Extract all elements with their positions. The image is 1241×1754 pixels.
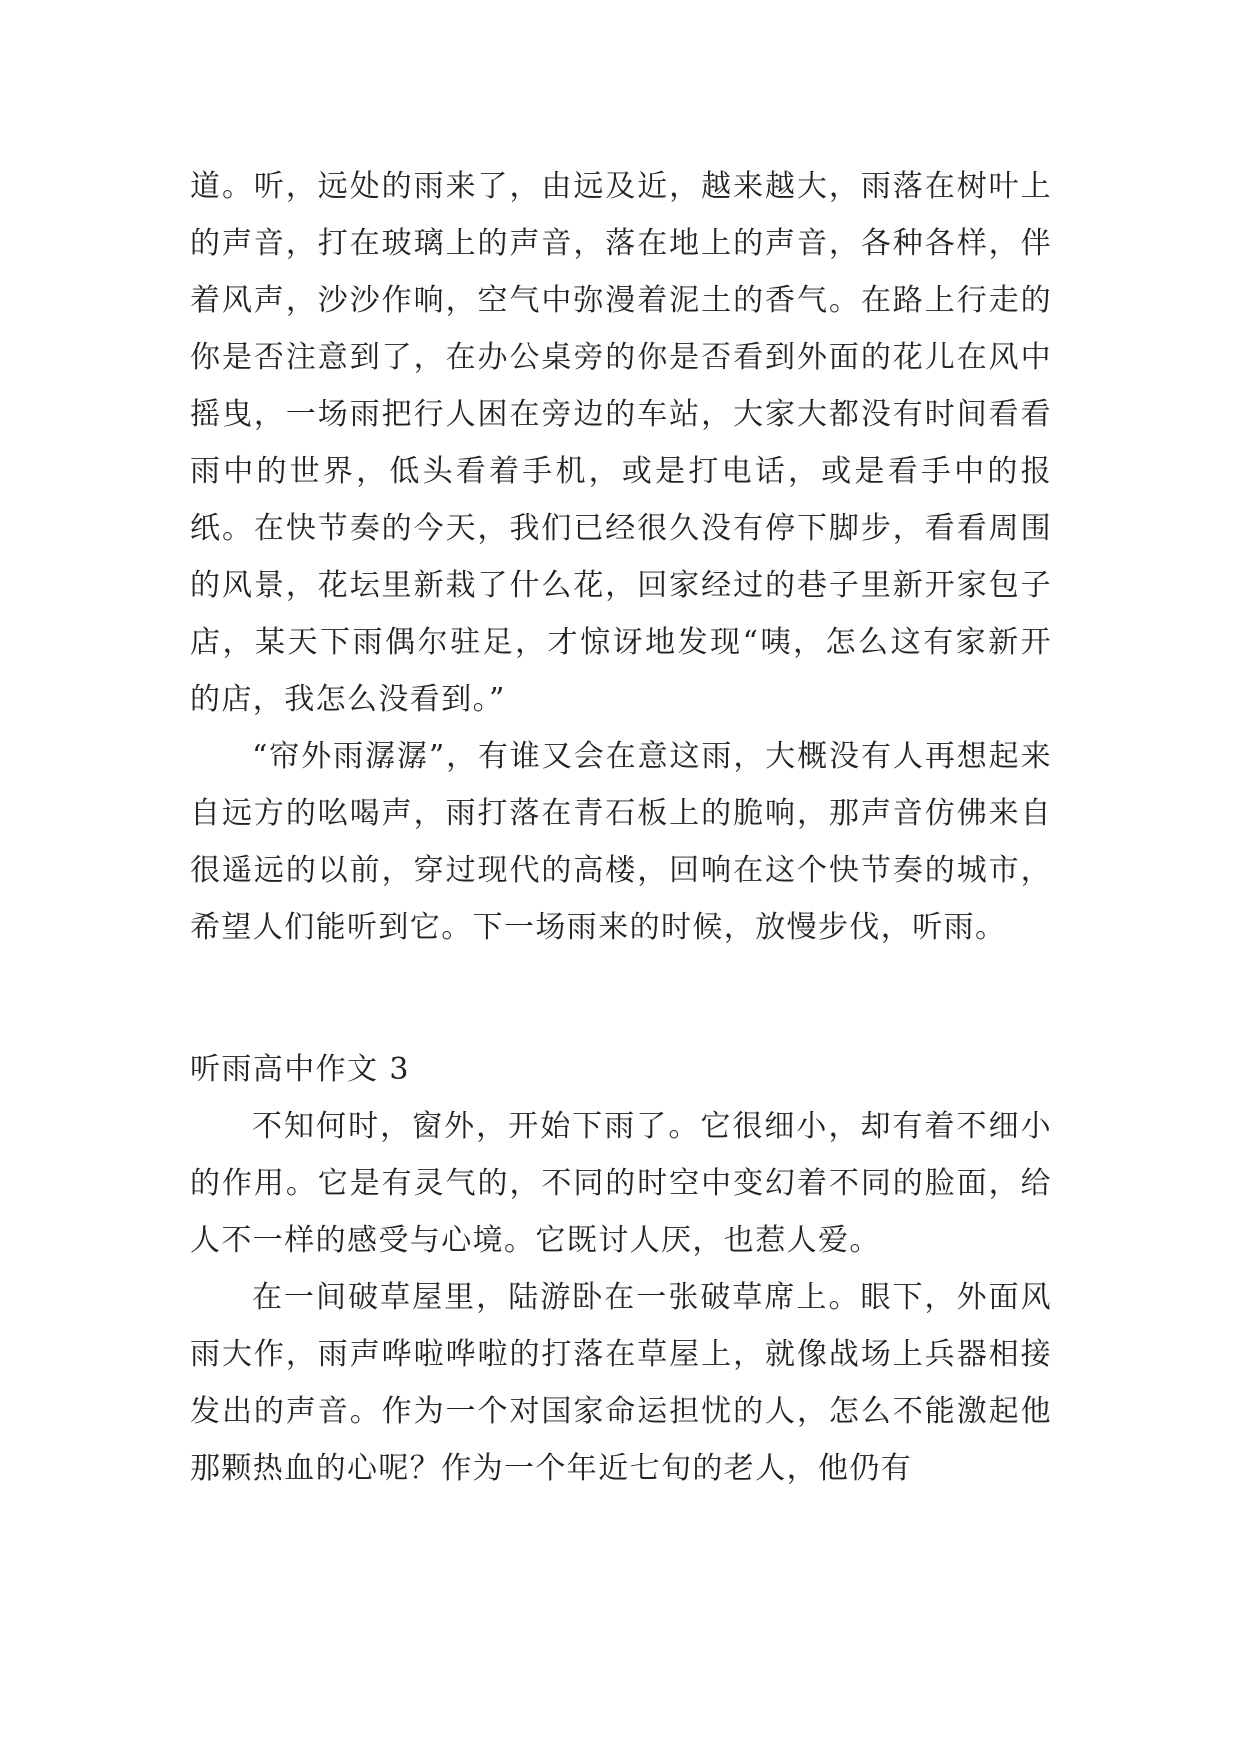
section-paragraph-1: 不知何时，窗外，开始下雨了。它很细小，却有着不细小的作用。它是有灵气的，不同的时空中变幻着不同的脸面，给人不一样的感受与心境。它既讨人厌，也惹人爱。 [190, 1109, 1052, 1258]
document-page [190, 158, 1052, 1497]
continuation-paragraph: 道。听，远处的雨来了，由远及近，越来越大，雨落在树叶上的声音，打在玻璃上的声音，落在地上的声音，各种各样，伴着风声，沙沙作响，空气中弥漫着泥土的香气。在路上行走的你是否注意到了，在办公桌旁的你是否看到外面的花儿在风中摇曳，一场雨把行人困在旁边的车站，大家大都没有时间看看雨中的世界，低头看着手机，或是打电话，或是看手中的报纸。在快节奏的今天，我们已经很久没有停下脚步，看看周围的风景，花坛里新栽了什么花，回家经过的巷子里新开家包子店，某天下雨偶尔驻足，才惊讶地发现“咦，怎么这有家新开的店，我怎么没看到。” [190, 169, 1052, 717]
paragraph-2: “帘外雨潺潺”，有谁又会在意这雨，大概没有人再想起来自远方的吆喝声，雨打落在青石板上的脆响，那声音仿佛来自很遥远的以前，穿过现代的高楼，回响在这个快节奏的城市，希望人们能听到它。下一场雨来的时候，放慢步伐，听雨。 [190, 739, 1052, 945]
section-title: 听雨高中作文 3 [190, 1052, 410, 1087]
section-paragraph-2: 在一间破草屋里，陆游卧在一张破草席上。眼下，外面风雨大作，雨声哗啦哗啦的打落在草屋上，就像战场上兵器相接发出的声音。作为一个对国家命运担忧的人，怎么不能激起他那颗热血的心呢？作为一个年近七旬的老人，他仍有 [190, 1280, 1052, 1486]
